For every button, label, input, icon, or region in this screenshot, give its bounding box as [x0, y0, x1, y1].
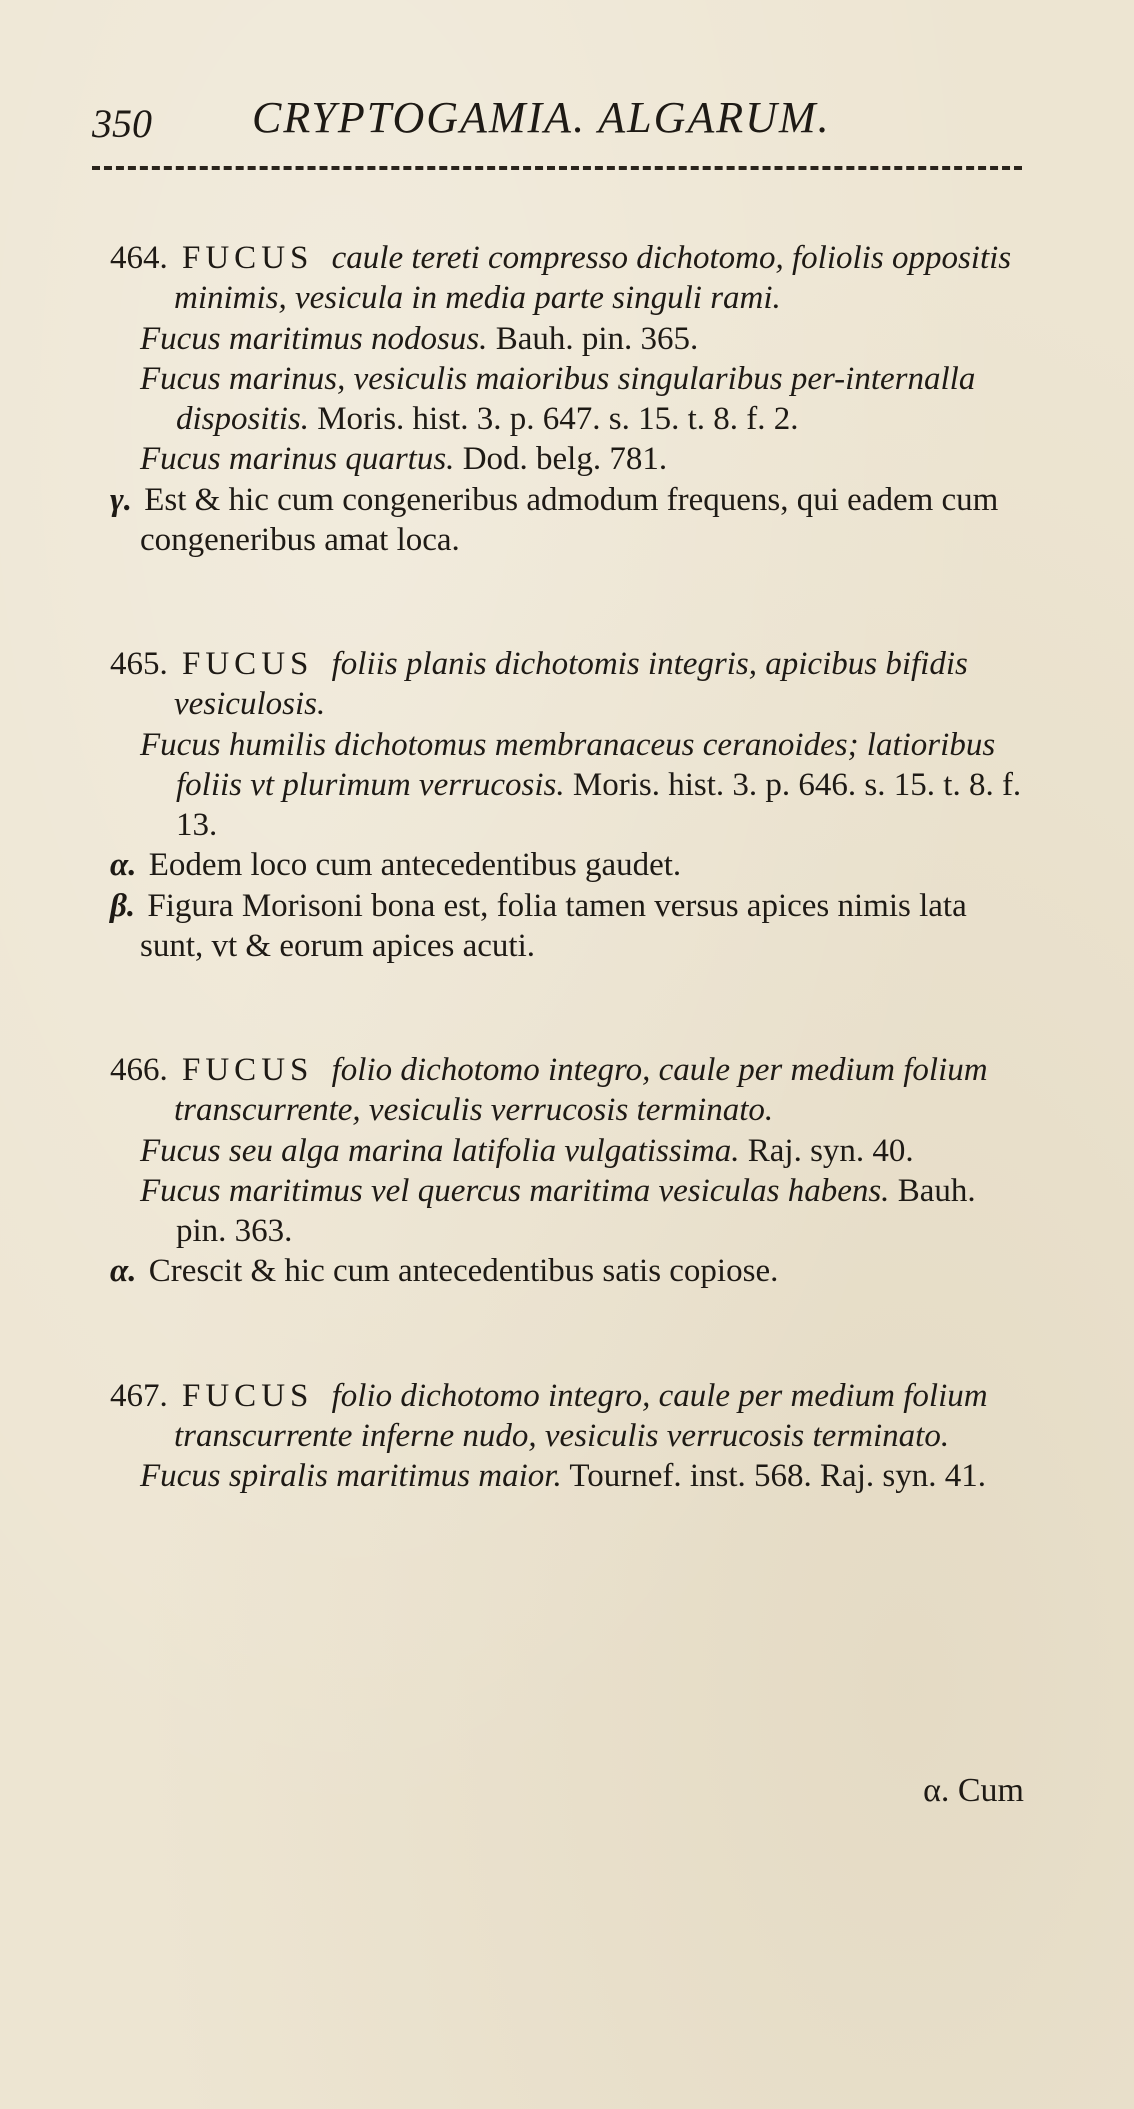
- page-content: [110, 238, 1030, 1580]
- synonym-reference: Raj. syn. 40.: [747, 1132, 914, 1169]
- synonym-text: Fucus maritimus vel quercus maritima vesiculas habens.: [140, 1172, 890, 1209]
- observation-text: Est & hic cum congeneribus admodum frequens, qui eadem cum congeneribus amat loca.: [140, 481, 999, 558]
- synonym-text: Fucus spiralis maritimus maior.: [140, 1458, 562, 1494]
- diagnosis-text: foliis planis dichotomis integris, apicibus bifidis vesiculosis.: [174, 646, 968, 723]
- species-entry: [110, 1376, 1030, 1497]
- synonym-text: Fucus humilis dichotomus membranaceus ceranoides; latioribus foliis vt plurimum verrucosis.: [140, 726, 996, 803]
- synonym-reference: Moris. hist. 3. p. 646. s. 15. t. 8. f. 13.: [176, 766, 1022, 843]
- page-number: 350: [92, 101, 152, 146]
- synonym-line: [110, 1456, 1030, 1496]
- genus-name: FUCUS: [182, 646, 314, 682]
- synonym-text: Fucus seu alga marina latifolia vulgatissima.: [140, 1132, 740, 1169]
- synonym-reference: Bauh. pin. 365.: [495, 320, 699, 357]
- synonym-text: Fucus marinus, vesiculis maioribus singularibus per-internalla dispositis.: [140, 360, 976, 437]
- species-entry: [110, 644, 1030, 966]
- genus-name: FUCUS: [182, 1377, 314, 1414]
- observation-marker: α.: [110, 847, 137, 884]
- synonym-reference: Tournef. inst. 568. Raj. syn. 41.: [569, 1458, 986, 1494]
- diagnosis-text: folio dichotomo integro, caule per medium folium transcurrente, vesiculis verrucosis terminato.: [174, 1052, 988, 1129]
- entry-number: 466.: [110, 1052, 168, 1088]
- entry-heading: [110, 238, 1030, 319]
- entry-heading: [110, 1050, 1030, 1131]
- synonym-reference: Moris. hist. 3. p. 647. s. 15. t. 8. f. 2.: [317, 401, 799, 437]
- species-entry: [110, 1050, 1030, 1292]
- header-rule: [92, 166, 1022, 170]
- running-head: CRYPTOGAMIA. ALGARUM.: [252, 93, 831, 142]
- observation-text: Eodem loco cum antecedentibus gaudet.: [148, 847, 682, 884]
- entry-number: 465.: [110, 646, 168, 682]
- entry-heading: [110, 644, 1030, 725]
- synonym-text: Fucus maritimus nodosus.: [140, 320, 488, 357]
- catchword: α. Cum: [923, 1772, 1024, 1809]
- synonym-line: [110, 1171, 1030, 1252]
- entry-number: 467.: [110, 1377, 168, 1414]
- observation-note: [110, 845, 1030, 885]
- synonym-reference: Bauh. pin. 363.: [176, 1172, 976, 1249]
- observation-text: Crescit & hic cum antecedentibus satis copiose.: [148, 1253, 779, 1290]
- species-entry: [110, 238, 1030, 560]
- genus-name: FUCUS: [182, 1052, 314, 1088]
- entry-heading: [110, 1376, 1030, 1457]
- synonym-line: [110, 439, 1030, 479]
- observation-note: [110, 480, 1030, 561]
- diagnosis-text: caule tereti compresso dichotomo, foliolis oppositis minimis, vesicula in media parte singuli rami.: [174, 240, 1012, 317]
- diagnosis-text: folio dichotomo integro, caule per medium folium transcurrente inferne nudo, vesiculis verrucosis terminato.: [174, 1377, 988, 1454]
- observation-marker: α.: [110, 1253, 137, 1290]
- entry-number: 464.: [110, 240, 168, 276]
- genus-name: FUCUS: [182, 240, 314, 276]
- observation-note: [110, 1251, 1030, 1291]
- observation-marker: β.: [110, 887, 136, 924]
- observation-text: Figura Morisoni bona est, folia tamen versus apices nimis lata sunt, vt & eorum apices acuti.: [140, 887, 967, 964]
- synonym-text: Fucus marinus quartus.: [140, 441, 455, 478]
- synonym-line: [110, 359, 1030, 440]
- observation-note: [110, 886, 1030, 967]
- synonym-line: [110, 319, 1030, 359]
- synonym-line: [110, 1131, 1030, 1171]
- synonym-reference: Dod. belg. 781.: [462, 441, 668, 478]
- observation-marker: γ.: [110, 481, 132, 518]
- page-header: [92, 92, 1042, 152]
- synonym-line: [110, 725, 1030, 846]
